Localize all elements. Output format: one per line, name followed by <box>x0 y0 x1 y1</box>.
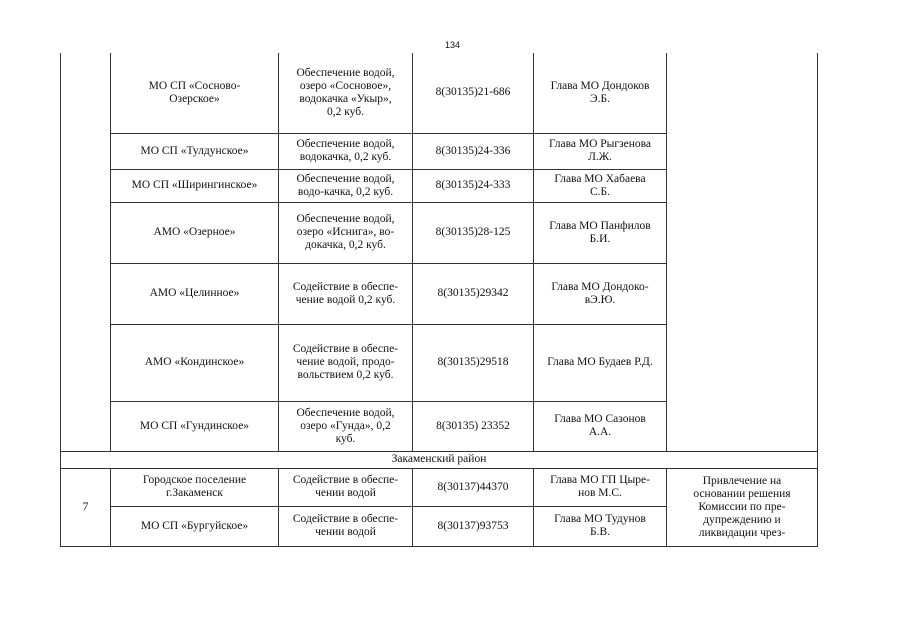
phone-cell: 8(30135)24-336 <box>413 133 534 169</box>
phone-cell: 8(30135) 23352 <box>413 401 534 451</box>
settlement-cell: МО СП «Ширингинское» <box>111 169 279 202</box>
settlement-cell: АМО «Целинное» <box>111 263 279 324</box>
head-cell: Глава МО ГП Цыре- нов М.С. <box>534 468 667 506</box>
page-number: 134 <box>444 40 461 50</box>
action-cell: Привлечение на основании решения Комиссии по пре- дупреждению и ликвидации чрез- <box>667 468 818 546</box>
measure-cell: Обеспечение водой, озеро «Иснига», во- докачка, 0,2 куб. <box>279 202 413 263</box>
phone-cell: 8(30135)24-333 <box>413 169 534 202</box>
phone-cell: 8(30135)28-125 <box>413 202 534 263</box>
head-cell: Глава МО Рыгзенова Л.Ж. <box>534 133 667 169</box>
head-cell: Глава МО Дондоков Э.Б. <box>534 53 667 133</box>
table-row <box>61 468 818 506</box>
phone-cell: 8(30137)44370 <box>413 468 534 506</box>
phone-cell: 8(30137)93753 <box>413 506 534 546</box>
settlement-cell: АМО «Кондинское» <box>111 324 279 401</box>
head-cell: Глава МО Будаев Р.Д. <box>534 324 667 401</box>
phone-cell: 8(30135)29518 <box>413 324 534 401</box>
settlement-cell: МО СП «Тулдунское» <box>111 133 279 169</box>
settlement-cell: МО СП «Сосново- Озерское» <box>111 53 279 133</box>
settlement-cell: МО СП «Гундинское» <box>111 401 279 451</box>
measure-cell: Обеспечение водой, озеро «Гунда», 0,2 куб. <box>279 401 413 451</box>
head-cell: Глава МО Панфилов Б.И. <box>534 202 667 263</box>
measure-cell: Содействие в обеспе- чении водой <box>279 468 413 506</box>
head-cell: Глава МО Дондоко- вЭ.Ю. <box>534 263 667 324</box>
row-number: 7 <box>61 468 111 546</box>
measure-cell: Обеспечение водой, водокачка, 0,2 куб. <box>279 133 413 169</box>
measure-cell: Содействие в обеспе- чение водой, продо- вольствием 0,2 куб. <box>279 324 413 401</box>
settlement-cell: АМО «Озерное» <box>111 202 279 263</box>
contacts-table <box>60 53 818 547</box>
measure-cell: Обеспечение водой, озеро «Сосновое», водокачка «Укыр», 0,2 куб. <box>279 53 413 133</box>
head-cell: Глава МО Хабаева С.Б. <box>534 169 667 202</box>
measure-cell: Обеспечение водой, водо-качка, 0,2 куб. <box>279 169 413 202</box>
phone-cell: 8(30135)29342 <box>413 263 534 324</box>
settlement-cell: Городское поселение г.Закаменск <box>111 468 279 506</box>
head-cell: Глава МО Сазонов А.А. <box>534 401 667 451</box>
table-row <box>61 53 818 133</box>
number-cell-empty <box>61 53 111 451</box>
section-title: Закаменский район <box>61 451 818 468</box>
settlement-cell: МО СП «Бургуйское» <box>111 506 279 546</box>
measure-cell: Содействие в обеспе- чении водой <box>279 506 413 546</box>
head-cell: Глава МО Тудунов Б.В. <box>534 506 667 546</box>
measure-cell: Содействие в обеспе- чение водой 0,2 куб. <box>279 263 413 324</box>
phone-cell: 8(30135)21-686 <box>413 53 534 133</box>
section-row <box>61 451 818 468</box>
action-cell-empty <box>667 53 818 451</box>
